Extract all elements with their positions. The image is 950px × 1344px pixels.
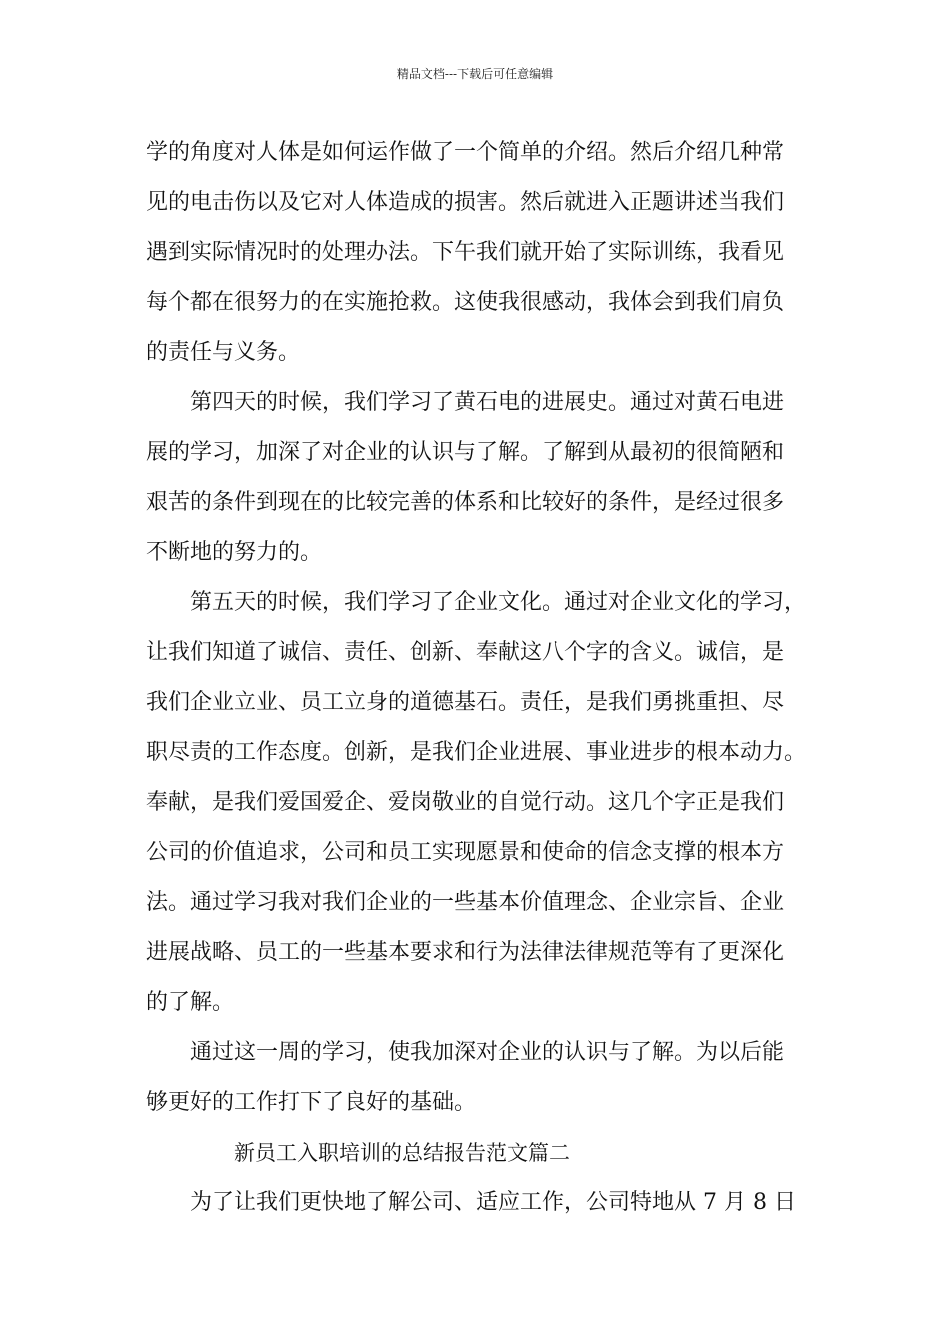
text-line: 够更好的工作打下了良好的基础。 [146, 1090, 477, 1115]
text-line: 遇到实际情况时的处理办法。下午我们就开始了实际训练，我看见 [146, 240, 785, 265]
section-heading: 新员工入职培训的总结报告范文篇二 [234, 1141, 570, 1165]
text-line: 的责任与义务。 [146, 340, 301, 365]
text-line: 每个都在很努力的在实施抢救。这使我很感动，我体会到我们肩负 [146, 290, 785, 315]
text-line: 我们企业立业、员工立身的道德基石。责任，是我们勇挑重担、尽 [146, 690, 785, 715]
document-body [146, 128, 836, 1228]
paragraph-first-line: 第五天的时候，我们学习了企业文化。通过对企业文化的学习， [190, 590, 807, 615]
text-line: 的了解。 [146, 990, 235, 1015]
text-line: 法。通过学习我对我们企业的一些基本价值理念、企业宗旨、企业 [146, 890, 785, 915]
text-line: 公司的价值追求，公司和员工实现愿景和使命的信念支撑的根本方 [146, 840, 785, 865]
text-line: 进展战略、员工的一些基本要求和行为法律法律规范等有了更深化 [146, 940, 785, 965]
text-line: 展的学习，加深了对企业的认识与了解。了解到从最初的很简陋和 [146, 440, 785, 465]
page-header: 精品文档---下载后可任意编辑 [396, 67, 554, 81]
text-line: 艰苦的条件到现在的比较完善的体系和比较好的条件，是经过很多 [146, 490, 785, 515]
paragraph-first-line: 第四天的时候，我们学习了黄石电的进展史。通过对黄石电进 [190, 390, 785, 415]
text-line: 不断地的努力的。 [146, 540, 323, 565]
paragraph-first-line: 为了让我们更快地了解公司、适应工作，公司特地从 7 月 8 日 [190, 1190, 796, 1215]
text-line: 见的电击伤以及它对人体造成的损害。然后就进入正题讲述当我们 [146, 190, 785, 215]
text-line: 奉献，是我们爱国爱企、爱岗敬业的自觉行动。这几个字正是我们 [146, 790, 785, 815]
text-line: 职尽责的工作态度。创新，是我们企业进展、事业进步的根本动力。 [146, 740, 807, 765]
paragraph-first-line: 通过这一周的学习，使我加深对企业的认识与了解。为以后能 [190, 1040, 785, 1065]
text-line: 让我们知道了诚信、责任、创新、奉献这八个字的含义。诚信，是 [146, 640, 785, 665]
text-line: 学的角度对人体是如何运作做了一个简单的介绍。然后介绍几种常 [146, 140, 785, 165]
